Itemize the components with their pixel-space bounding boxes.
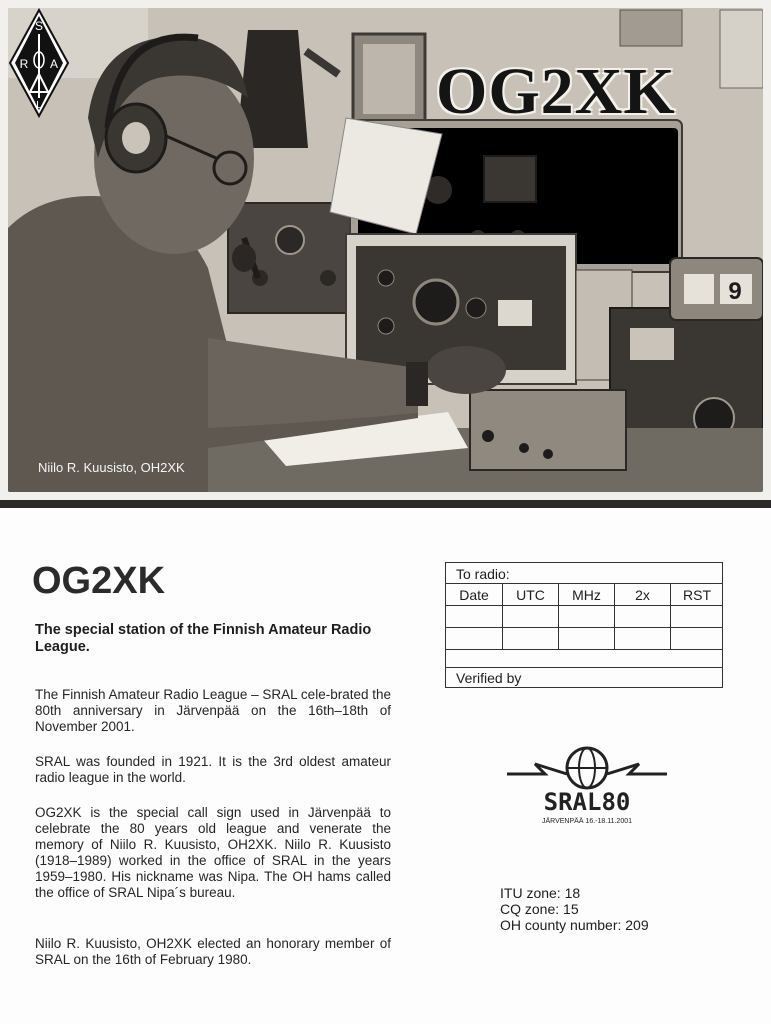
qso-table [445,562,723,688]
sral80-wordmark: SRAL80 [543,788,631,816]
qso-header-2x: 2x [615,584,671,606]
qso-grid [446,583,723,650]
paragraph-honorary: Niilo R. Kuusisto, OH2XK elected an honorary member of SRAL on the 16th of February 1980. [35,936,391,967]
card-divider [0,500,771,508]
paragraph-anniversary: The Finnish Amateur Radio League – SRAL cele-brated the 80th anniversary in Järvenpää on the 16th–18th of November 2001. [35,687,391,734]
qso-cell[interactable] [615,606,671,628]
qso-header-utc: UTC [503,584,559,606]
photo-caption: Niilo R. Kuusisto, OH2XK [38,460,185,475]
qso-entry-row [446,606,723,628]
logo-letter-bottom: L [36,100,42,111]
qso-cell[interactable] [503,628,559,650]
sral80-tagline: JÄRVENPÄÄ 16.-18.11.2001 [541,818,633,825]
qso-header-date: Date [446,584,503,606]
qso-cell[interactable] [559,628,615,650]
page-title: OG2XK [32,560,166,602]
qso-cell[interactable] [671,606,724,628]
subtitle: The special station of the Finnish Amateur Radio League. [35,622,372,655]
bolt-left-icon [507,764,567,774]
qsl-front [0,0,771,500]
verified-by-label: Verified by [456,670,522,686]
logo-letter-top: S [34,19,44,33]
oh-county-number: OH county number: 209 [500,917,649,933]
paragraph-callsign: OG2XK is the special call sign used in Järvenpää to celebrate the 80 years old league and venerate the memory of Niilo R. Kuusisto, OH2XK. Niilo R. Kuusisto (1918–1989) worked in the office of SRAL in the years 1959–1980. His nickname was Nipa. The OH hams called the office of SRAL Nipa´s bureau. [35,805,391,900]
zone-info [500,885,649,933]
qso-cell[interactable] [446,628,503,650]
qso-cell[interactable] [615,628,671,650]
itu-zone: ITU zone: 18 [500,885,581,901]
qso-cell[interactable] [503,606,559,628]
logo-letter-left: R [19,57,29,71]
qso-header-row [446,584,723,606]
sral-diamond-logo [8,8,70,118]
qso-header-mhz: MHz [559,584,615,606]
qsl-back [0,508,771,1024]
sral80-logo [505,744,669,826]
to-radio-label: To radio: [456,566,510,582]
qso-cell[interactable] [559,606,615,628]
logo-letter-right: A [49,57,59,71]
paragraph-founded: SRAL was founded in 1921. It is the 3rd oldest amateur radio league in the world. [35,754,391,785]
qso-cell[interactable] [446,606,503,628]
clock-digit: 9 [728,278,742,305]
cq-zone: CQ zone: 15 [500,901,579,917]
front-callsign: OG2XK [436,55,676,128]
operator-photo [8,8,763,492]
qso-cell[interactable] [671,628,724,650]
bolt-right-icon [607,764,667,774]
qso-header-rst: RST [671,584,724,606]
verified-divider [446,667,723,668]
qso-entry-row [446,628,723,650]
